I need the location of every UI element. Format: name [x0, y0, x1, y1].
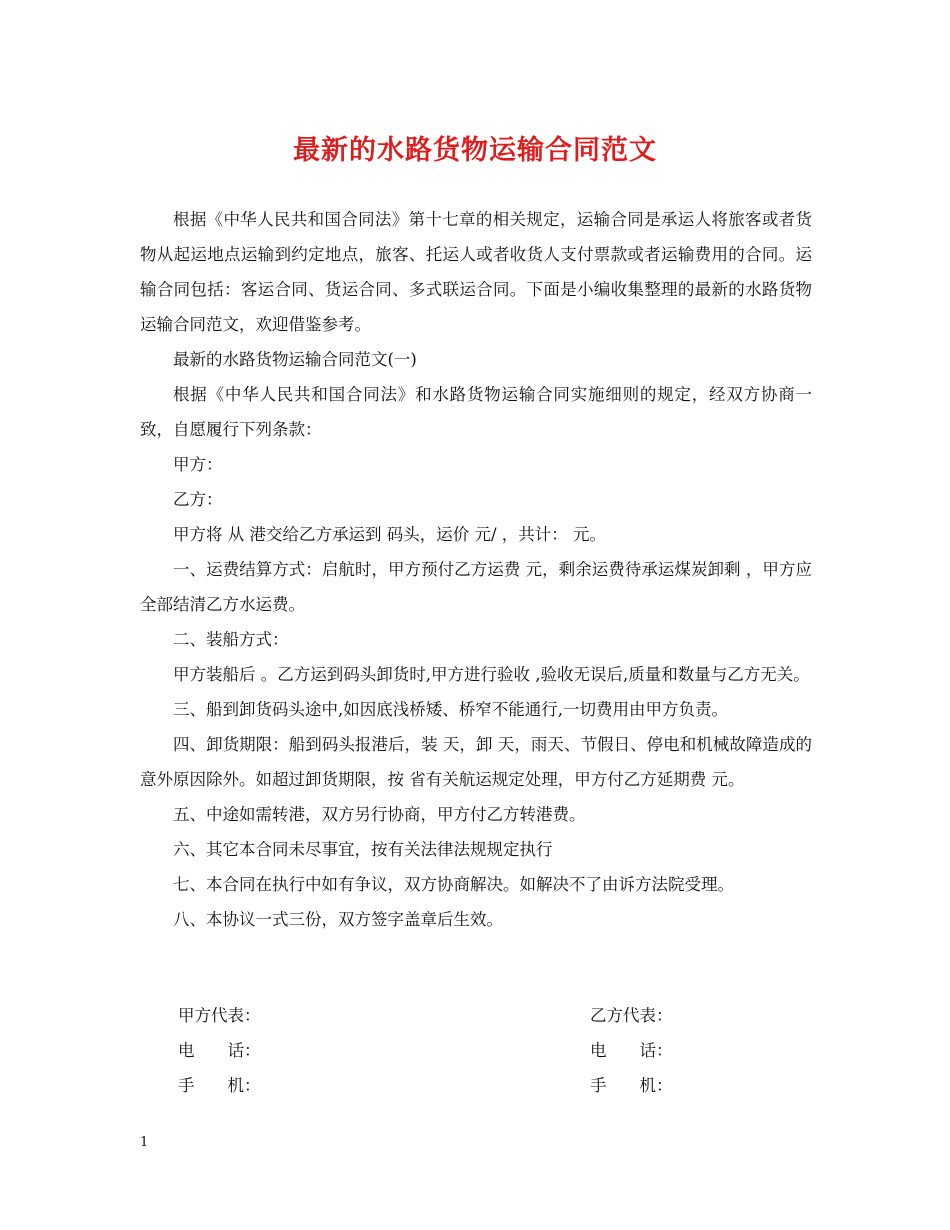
clause-6: 六、其它本合同未尽事宜，按有关法律法规规定执行: [173, 840, 553, 859]
intro-paragraph: 根据《中华人民共和国合同法》第十七章的相关规定，运输合同是承运人将旅客或者货物从起运地点运输到约定地点，旅客、托运人或者收货人支付票款或者运输费用的合同。运输合同包括：客运合同、货运合同、多式联运合同。下面是小编收集整理的最新的水路货物运输合同范文，欢迎借鉴参考。: [140, 210, 812, 334]
clause-4: 四、卸货期限：船到码头报港后，装 天，卸 天，雨天、节假日、停电和机械故障造成的意外原因除外。如超过卸货期限，按 省有关航运规定处理，甲方付乙方延期费 元。: [140, 735, 812, 789]
signature-block: [178, 998, 778, 1103]
party-a-line: 甲方：: [173, 455, 223, 474]
clause-2-detail: 甲方装船后 。乙方运到码头卸货时,甲方进行验收 ,验收无误后,质量和数量与乙方无关。: [173, 665, 810, 684]
preamble-paragraph: 根据《中华人民共和国合同法》和水路货物运输合同实施细则的规定，经双方协商一致，自愿履行下列条款：: [140, 385, 812, 439]
clause-3: 三、船到卸货码头途中,如因底浅桥矮、桥窄不能通行,一切费用由甲方负责。: [173, 700, 728, 719]
document-title: 最新的水路货物运输合同范文: [293, 135, 657, 166]
party-a-phone: 电 话：: [178, 1041, 261, 1060]
clause-1: 一、运费结算方式：启航时，甲方预付乙方运费 元，剩余运费待承运煤炭卸剩 ，甲方应全部结清乙方水运费。: [140, 560, 812, 614]
clause-8: 八、本协议一式三份，双方签字盖章后生效。: [173, 910, 503, 929]
document-body: [140, 202, 812, 937]
party-b-line: 乙方：: [173, 490, 223, 509]
signature-row: [178, 1033, 778, 1068]
page-number: 1: [140, 1135, 149, 1150]
section-heading: 最新的水路货物运输合同范文(一): [173, 350, 417, 369]
party-b-representative: 乙方代表：: [590, 1006, 673, 1025]
clause-5: 五、中途如需转港，双方另行协商，甲方付乙方转港费。: [173, 805, 586, 824]
party-b-mobile: 手 机：: [590, 1076, 673, 1095]
party-a-mobile: 手 机：: [178, 1076, 261, 1095]
signature-row: [178, 1068, 778, 1103]
transport-terms: 甲方将 从 港交给乙方承运到 码头，运价 元/ ，共计： 元。: [173, 525, 607, 544]
signature-row: [178, 998, 778, 1033]
party-b-phone: 电 话：: [590, 1041, 673, 1060]
clause-7: 七、本合同在执行中如有争议，双方协商解决。如解决不了由诉方法院受理。: [173, 875, 734, 894]
party-a-representative: 甲方代表：: [178, 1006, 261, 1025]
clause-2: 二、装船方式：: [173, 630, 289, 649]
